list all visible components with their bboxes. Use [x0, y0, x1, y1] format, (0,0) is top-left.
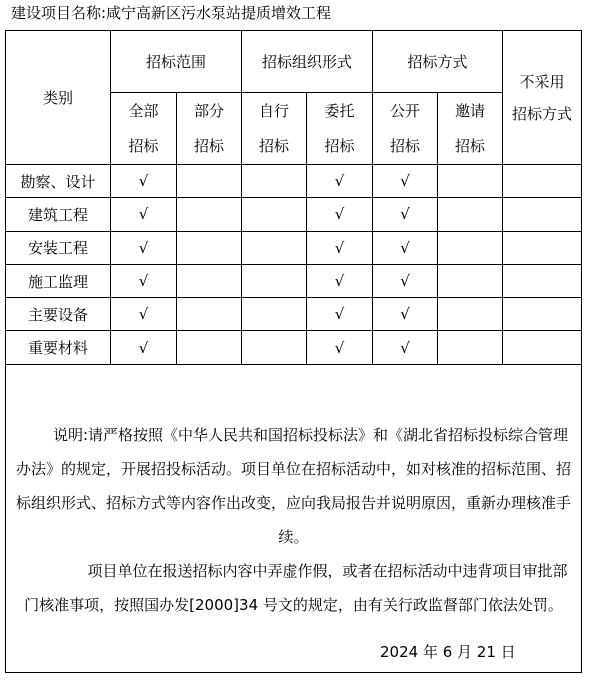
note-row [6, 364, 582, 672]
sub-header-line: 招标 [194, 136, 225, 155]
check-cell: √ [111, 198, 177, 231]
check-cell [242, 298, 307, 331]
note-paragraph-1: 说明:请严格按照《中华人民共和国招标投标法》和《湖北省招标投标综合管理办法》的规定，开展招投标活动。项目单位在招标活动中，如对核准的招标范围、招标组织形式、招标方式等内容作出改变，应向我局报告并说明原因，重新办理核准手续。 [16, 425, 572, 546]
check-cell: √ [307, 298, 373, 331]
check-cell [503, 298, 582, 331]
check-cell: √ [307, 264, 373, 297]
no-bid-header-line1: 不采用 [519, 72, 565, 91]
sub-header-line: 自行 [259, 101, 290, 120]
header-row-1 [6, 31, 582, 93]
check-cell [438, 198, 503, 231]
check-cell [242, 165, 307, 198]
check-cell [438, 165, 503, 198]
table-row [6, 198, 582, 231]
sub-header-line: 公开 [390, 101, 421, 120]
sub-header-line: 招标 [390, 136, 421, 155]
check-cell [503, 165, 582, 198]
note-paragraph-2: 项目单位在报送招标内容中弄虚作假，或者在招标活动中违背项目审批部门核准事项，按照国办发[2000]34 号文的规定，由有关行政监督部门依法处罚。 [24, 561, 568, 614]
check-cell [177, 331, 242, 364]
check-cell: √ [373, 298, 438, 331]
check-cell [438, 264, 503, 297]
scope-header: 招标范围 [111, 31, 242, 93]
sub-header-line: 部分 [194, 101, 225, 120]
sub-header-line: 招标 [259, 136, 290, 155]
sub-header-invited-bid [438, 93, 503, 165]
check-cell [242, 198, 307, 231]
sub-header-line: 全部 [128, 101, 159, 120]
table-row [6, 331, 582, 364]
check-cell [242, 264, 307, 297]
check-cell: √ [307, 331, 373, 364]
check-cell [177, 231, 242, 264]
table-row [6, 231, 582, 264]
table-row [6, 298, 582, 331]
check-cell [177, 198, 242, 231]
row-label: 安装工程 [6, 231, 111, 264]
check-cell: √ [307, 231, 373, 264]
sub-header-self-bid [242, 93, 307, 165]
check-cell: √ [307, 198, 373, 231]
check-cell [503, 264, 582, 297]
sub-header-line: 委托 [324, 101, 355, 120]
method-header: 招标方式 [373, 31, 503, 93]
sub-header-open-bid [373, 93, 438, 165]
sub-header-line: 邀请 [455, 101, 486, 120]
check-cell [438, 331, 503, 364]
check-cell: √ [373, 165, 438, 198]
table-row [6, 165, 582, 198]
check-cell: √ [373, 198, 438, 231]
category-header: 类别 [6, 31, 111, 165]
check-cell: √ [111, 165, 177, 198]
note-cell [6, 364, 582, 672]
check-cell [503, 198, 582, 231]
check-cell: √ [111, 231, 177, 264]
row-label: 建筑工程 [6, 198, 111, 231]
check-cell [242, 331, 307, 364]
check-cell: √ [373, 264, 438, 297]
bidding-approval-table [5, 30, 582, 673]
project-title: 建设项目名称:咸宁高新区污水泵站提质增效工程 [11, 4, 332, 22]
row-label: 重要材料 [6, 331, 111, 364]
check-cell [503, 331, 582, 364]
check-cell [438, 298, 503, 331]
no-bid-header-line2: 招标方式 [512, 104, 573, 123]
date-text: 2024 年 6 月 21 日 [380, 642, 516, 661]
sub-header-partial-bid [177, 93, 242, 165]
no-bid-header [503, 31, 582, 165]
table-row [6, 264, 582, 297]
check-cell [177, 165, 242, 198]
row-label: 主要设备 [6, 298, 111, 331]
organization-header: 招标组织形式 [242, 31, 373, 93]
check-cell: √ [307, 165, 373, 198]
check-cell: √ [111, 331, 177, 364]
row-label: 施工监理 [6, 264, 111, 297]
sub-header-line: 招标 [324, 136, 355, 155]
check-cell: √ [373, 331, 438, 364]
sub-header-full-bid [111, 93, 177, 165]
check-cell: √ [111, 264, 177, 297]
check-cell [177, 264, 242, 297]
row-label: 勘察、设计 [6, 165, 111, 198]
check-cell [177, 298, 242, 331]
check-cell [438, 231, 503, 264]
sub-header-line: 招标 [128, 136, 159, 155]
sub-header-entrusted-bid [307, 93, 373, 165]
check-cell [503, 231, 582, 264]
check-cell [242, 231, 307, 264]
check-cell: √ [373, 231, 438, 264]
sub-header-line: 招标 [455, 136, 486, 155]
check-cell: √ [111, 298, 177, 331]
